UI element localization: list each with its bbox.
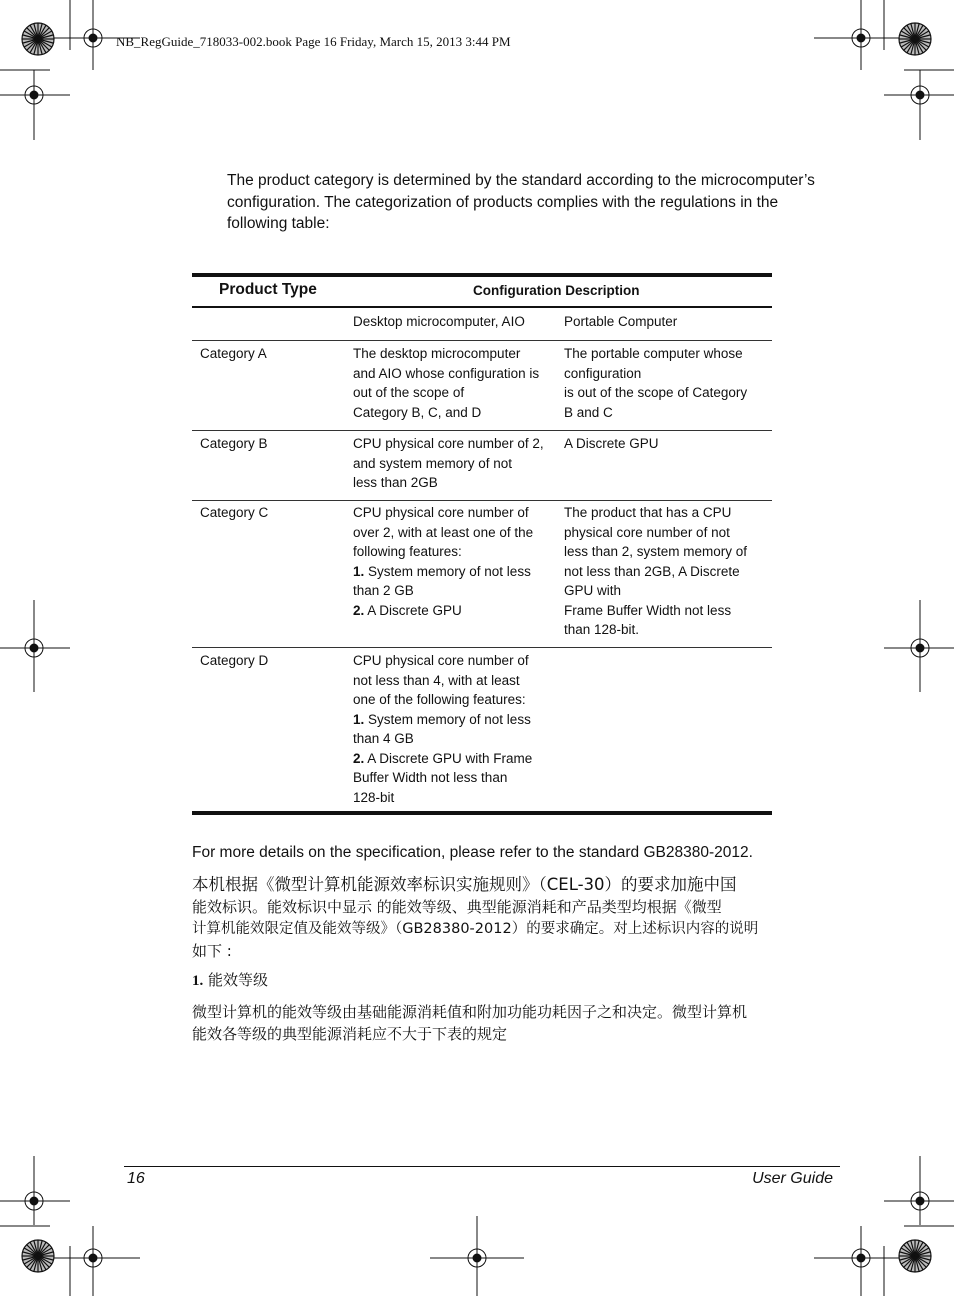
text-line: less than 2, system memory of <box>564 544 748 559</box>
table-bottom-rule <box>192 811 772 815</box>
category-c: Category C <box>200 505 269 520</box>
text-line: System memory of not less <box>364 711 531 727</box>
text-line: B and C <box>564 404 613 420</box>
book-header-stamp: NB_RegGuide_718033-002.book Page 16 Friday, March 15, 2013 3:44 PM <box>116 34 511 49</box>
list-item <box>353 562 533 582</box>
category-b: Category B <box>200 436 268 451</box>
text-line: than 128-bit. <box>564 622 640 637</box>
more-details-text: For more details on the specification, please refer to the standard GB28380-2012. <box>192 844 753 861</box>
chinese-paragraph-2 <box>192 1001 842 1045</box>
text-line: System memory of not less <box>364 563 531 579</box>
row-divider <box>192 340 772 341</box>
text-line: configuration <box>564 365 642 381</box>
text-line: 能效标识。能效标识中显示 的能效等级、典型能源消耗和产品类型均根据《微型 <box>192 898 722 916</box>
text-line: less than 2GB <box>353 475 438 490</box>
text-line: out of the scope of <box>353 385 465 400</box>
text-line: The desktop microcomputer <box>353 346 521 361</box>
text-line: one of the following features: <box>353 692 526 707</box>
list-number: 1. <box>192 973 204 989</box>
footer-title: User Guide <box>752 1170 833 1187</box>
category-b-desktop <box>353 434 544 493</box>
text-line: following features: <box>353 544 462 559</box>
list-number: 1. <box>353 711 365 727</box>
category-a: Category A <box>200 346 267 361</box>
category-d: Category D <box>200 653 269 668</box>
category-a-portable <box>564 344 747 422</box>
text-line: and AIO whose configuration is <box>353 365 540 381</box>
table-top-rule <box>192 273 772 277</box>
text-line: The product that has a CPU <box>564 505 732 520</box>
row-divider <box>192 500 772 501</box>
list-number: 2. <box>353 750 365 766</box>
list-label: 能效等级 <box>203 971 269 989</box>
list-item <box>353 749 532 769</box>
text-line: A Discrete GPU <box>364 602 462 618</box>
text-line: CPU physical core number of <box>353 653 529 668</box>
row-divider <box>192 430 772 431</box>
text-line: 本机根据《微型计算机能源效率标识实施规则》（CEL-30）的要求加施中国 <box>192 875 737 894</box>
subheader-desktop: Desktop microcomputer, AIO <box>353 314 525 329</box>
chinese-list-item-1 <box>192 969 842 992</box>
text-line: GPU with <box>564 583 622 598</box>
text-line: CPU physical core number of 2, <box>353 436 544 451</box>
text-line: 128-bit <box>353 789 395 805</box>
category-c-portable <box>564 503 747 640</box>
text-line: 如下 : <box>192 942 232 960</box>
text-line: Buffer Width not less than <box>353 770 508 785</box>
text-line: The portable computer whose <box>564 346 743 361</box>
text-line: CPU physical core number of <box>353 505 529 520</box>
category-d-desktop <box>353 651 532 807</box>
category-b-portable <box>564 434 659 454</box>
page-number: 16 <box>127 1170 145 1187</box>
row-divider <box>192 647 772 648</box>
text-line: Category B, C, and D <box>353 404 482 420</box>
text-line: than 2 GB <box>353 583 414 598</box>
footer-rule <box>124 1166 840 1167</box>
text-line: physical core number of not <box>564 524 730 540</box>
text-line: not less than 2GB, A Discrete <box>564 563 740 579</box>
chinese-paragraph-1 <box>192 874 842 962</box>
text-line: over 2, with at least one of the <box>353 524 534 540</box>
category-a-desktop <box>353 344 539 422</box>
text-line: 能效各等级的典型能源消耗应不大于下表的规定 <box>192 1025 508 1043</box>
list-item <box>353 601 533 621</box>
category-c-desktop <box>353 503 533 620</box>
list-item <box>353 710 532 730</box>
text-line: A Discrete GPU <box>564 436 659 451</box>
header-configuration: Configuration Description <box>473 283 640 298</box>
text-line: and system memory of not <box>353 455 513 471</box>
text-line: is out of the scope of Category <box>564 385 748 400</box>
text-line: 计算机能效限定值及能效等级》（GB28380-2012）的要求确定。对上述标识内容的说明 <box>192 921 759 937</box>
text-line: not less than 4, with at least <box>353 672 520 688</box>
header-product-type: Product Type <box>219 281 317 298</box>
intro-paragraph: The product category is determined by the standard according to the microcomputer’s configuration. The categorization of products complies with the regulations in the following table: <box>227 172 815 232</box>
text-line: than 4 GB <box>353 731 414 746</box>
text-line: 微型计算机的能效等级由基础能源消耗值和附加功能功耗因子之和决定。微型计算机 <box>192 1003 748 1021</box>
subheader-portable: Portable Computer <box>564 314 678 329</box>
text-line: A Discrete GPU with Frame <box>364 750 533 766</box>
list-number: 2. <box>353 602 365 618</box>
text-line: Frame Buffer Width not less <box>564 602 732 618</box>
table-header-rule <box>192 306 772 308</box>
list-number: 1. <box>353 563 365 579</box>
